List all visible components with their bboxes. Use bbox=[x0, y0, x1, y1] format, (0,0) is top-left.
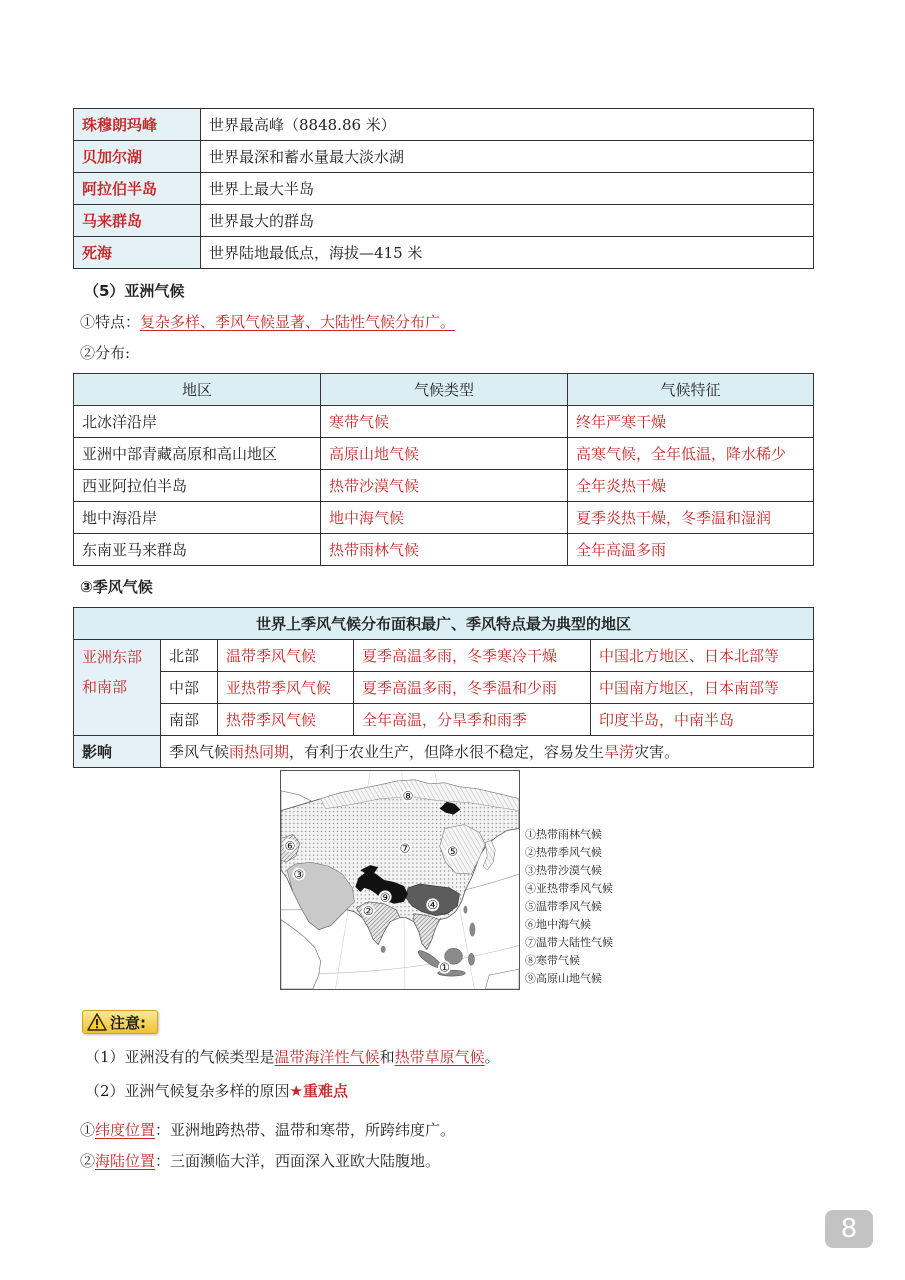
section-heading-climate: （5）亚洲气候 bbox=[84, 282, 185, 300]
impact-text: 灾害。 bbox=[634, 742, 680, 761]
table-row bbox=[74, 640, 814, 672]
climate-type-cell: 地中海气候 bbox=[321, 502, 568, 534]
climate-type-cell: 热带雨林气候 bbox=[321, 534, 568, 566]
climate-feature-cell: 夏季炎热干燥，冬季温和湿润 bbox=[568, 502, 814, 534]
note-text: ：亚洲地跨热带、温带和寒带，所跨纬度广。 bbox=[155, 1121, 456, 1139]
monsoon-type-cell: 温带季风气候 bbox=[218, 640, 354, 672]
region-cell: 地中海沿岸 bbox=[74, 502, 321, 534]
impact-text-cell bbox=[161, 736, 814, 768]
legend-item: ⑦温带大陆性气候 bbox=[525, 936, 613, 949]
note-item-1 bbox=[85, 1047, 500, 1067]
region-cell: 北冰洋沿岸 bbox=[74, 406, 321, 438]
monsoon-type-cell: 热带季风气候 bbox=[218, 704, 354, 736]
climate-type-cell: 寒带气候 bbox=[321, 406, 568, 438]
region-cell: 东南亚马来群岛 bbox=[74, 534, 321, 566]
legend-item: ④亚热带季风气候 bbox=[525, 882, 613, 895]
legend-item: ⑤温带季风气候 bbox=[525, 900, 602, 913]
climate-distribution-table bbox=[73, 373, 814, 566]
legend-item: ③热带沙漠气候 bbox=[525, 864, 602, 877]
map-label-4: ④ bbox=[427, 898, 439, 913]
landmark-name: 珠穆朗玛峰 bbox=[74, 109, 201, 141]
feature-label: ①特点： bbox=[80, 313, 141, 331]
monsoon-feature-cell: 夏季高温多雨，冬季温和少雨 bbox=[354, 672, 591, 704]
table-row bbox=[74, 173, 814, 205]
table-header-row bbox=[74, 374, 814, 406]
warning-icon-bar bbox=[96, 1019, 98, 1025]
legend-item: ⑧寒带气候 bbox=[525, 954, 580, 967]
map-label-3: ③ bbox=[293, 867, 305, 882]
section-heading-monsoon: ③季风气候 bbox=[80, 578, 153, 596]
warning-icon-dot bbox=[96, 1026, 98, 1028]
impact-highlight: 旱涝 bbox=[604, 742, 635, 761]
part-cell: 北部 bbox=[161, 640, 218, 672]
climate-feature-cell: 全年炎热干燥 bbox=[568, 470, 814, 502]
map-label-5: ⑤ bbox=[447, 844, 458, 859]
region-label-line-2: 和南部 bbox=[82, 678, 128, 696]
key-point-tag: ★重难点 bbox=[289, 1082, 348, 1100]
impact-text: ，有利于农业生产，但降水很不稳定，容易发生 bbox=[289, 742, 605, 761]
map-label-8: ⑧ bbox=[402, 789, 414, 804]
monsoon-table bbox=[73, 607, 814, 768]
table-row bbox=[74, 205, 814, 237]
note-text: ② bbox=[80, 1152, 96, 1170]
landmark-description: 世界陆地最低点，海拔—415 米 bbox=[201, 237, 814, 269]
note-item-3 bbox=[80, 1120, 455, 1140]
part-cell: 中部 bbox=[161, 672, 218, 704]
legend-item: ⑥地中海气候 bbox=[525, 918, 591, 931]
note-text: （2）亚洲气候复杂多样的原因 bbox=[85, 1082, 290, 1100]
philippines-islands bbox=[469, 923, 475, 937]
impact-label-cell: 影响 bbox=[74, 736, 161, 768]
map-label-7: ⑦ bbox=[399, 841, 411, 856]
landmark-name: 阿拉伯半岛 bbox=[74, 173, 201, 205]
table-row bbox=[74, 141, 814, 173]
map-legend bbox=[525, 826, 613, 988]
region-label-line-1: 亚洲东部 bbox=[82, 648, 143, 666]
note-highlight: 海陆位置 bbox=[95, 1152, 156, 1170]
part-cell: 南部 bbox=[161, 704, 218, 736]
monsoon-type-cell: 亚热带季风气候 bbox=[218, 672, 354, 704]
map-label-6: ⑥ bbox=[284, 838, 296, 853]
note-item-4 bbox=[80, 1151, 440, 1171]
page-number: 8 bbox=[825, 1210, 873, 1248]
monsoon-feature-cell: 全年高温，分旱季和雨季 bbox=[354, 704, 591, 736]
table-row bbox=[74, 736, 814, 768]
region-cell: 亚洲中部青藏高原和高山地区 bbox=[74, 438, 321, 470]
note-text: 。 bbox=[484, 1048, 500, 1066]
landmark-description: 世界最深和蓄水量最大淡水湖 bbox=[201, 141, 814, 173]
asia-climate-map bbox=[280, 770, 520, 990]
table-row bbox=[74, 534, 814, 566]
monsoon-places-cell: 印度半岛，中南半岛 bbox=[591, 704, 814, 736]
landmark-name: 马来群岛 bbox=[74, 205, 201, 237]
feature-text: 复杂多样、季风气候显著、大陆性气候分布广。 bbox=[140, 313, 456, 331]
column-header: 气候类型 bbox=[321, 374, 568, 406]
impact-text: 季风气候 bbox=[169, 742, 230, 761]
climate-type-cell: 高原山地气候 bbox=[321, 438, 568, 470]
landmark-description: 世界最大的群岛 bbox=[201, 205, 814, 237]
table-row bbox=[74, 502, 814, 534]
note-text: 和 bbox=[379, 1048, 395, 1066]
table-title-row bbox=[74, 608, 814, 640]
monsoon-places-cell: 中国北方地区、日本北部等 bbox=[591, 640, 814, 672]
table-row bbox=[74, 438, 814, 470]
map-label-2: ② bbox=[362, 904, 374, 919]
landmark-description: 世界最高峰（8848.86 米） bbox=[201, 109, 814, 141]
column-header: 地区 bbox=[74, 374, 321, 406]
climate-feature-cell: 全年高温多雨 bbox=[568, 534, 814, 566]
legend-item: ①热带雨林气候 bbox=[525, 828, 602, 841]
note-highlight: 纬度位置 bbox=[95, 1121, 156, 1139]
taiwan-island bbox=[463, 906, 467, 914]
table-row bbox=[74, 237, 814, 269]
column-header: 气候特征 bbox=[568, 374, 814, 406]
landmark-name: 死海 bbox=[74, 237, 201, 269]
map-label-9: ⑨ bbox=[379, 890, 391, 905]
map-svg bbox=[281, 771, 519, 989]
monsoon-feature-cell: 夏季高温多雨，冬季寒冷干燥 bbox=[354, 640, 591, 672]
note-badge bbox=[82, 1010, 158, 1034]
warning-icon bbox=[87, 1013, 107, 1031]
climate-type-cell: 热带沙漠气候 bbox=[321, 470, 568, 502]
rainforest-island-sulawesi bbox=[468, 953, 474, 965]
note-text: （1）亚洲没有的气候类型是 bbox=[85, 1048, 275, 1066]
note-badge-label: 注意: bbox=[110, 1013, 146, 1032]
landmarks-table bbox=[73, 108, 814, 269]
note-item-2 bbox=[85, 1081, 348, 1101]
note-highlight: 热带草原气候 bbox=[394, 1048, 485, 1066]
impact-highlight: 雨热同期 bbox=[229, 742, 290, 761]
sri-lanka-island bbox=[381, 946, 386, 953]
distribution-label: ②分布: bbox=[80, 344, 131, 362]
legend-item: ⑨高原山地气候 bbox=[525, 972, 602, 985]
landmark-name: 贝加尔湖 bbox=[74, 141, 201, 173]
table-row bbox=[74, 406, 814, 438]
monsoon-table-title: 世界上季风气候分布面积最广、季风特点最为典型的地区 bbox=[74, 608, 814, 640]
climate-feature-line bbox=[80, 312, 455, 332]
table-row bbox=[74, 470, 814, 502]
note-text: ：三面濒临大洋，西面深入亚欧大陆腹地。 bbox=[155, 1152, 441, 1170]
table-row bbox=[74, 672, 814, 704]
climate-feature-cell: 高寒气候，全年低温，降水稀少 bbox=[568, 438, 814, 470]
table-row bbox=[74, 704, 814, 736]
note-highlight: 温带海洋性气候 bbox=[274, 1048, 380, 1066]
map-label-1: ① bbox=[439, 960, 450, 975]
note-text: ① bbox=[80, 1121, 96, 1139]
landmark-description: 世界上最大半岛 bbox=[201, 173, 814, 205]
monsoon-places-cell: 中国南方地区，日本南部等 bbox=[591, 672, 814, 704]
table-row bbox=[74, 109, 814, 141]
region-cell: 西亚阿拉伯半岛 bbox=[74, 470, 321, 502]
monsoon-region-cell bbox=[74, 640, 161, 736]
legend-item: ②热带季风气候 bbox=[525, 846, 602, 859]
climate-feature-cell: 终年严寒干燥 bbox=[568, 406, 814, 438]
